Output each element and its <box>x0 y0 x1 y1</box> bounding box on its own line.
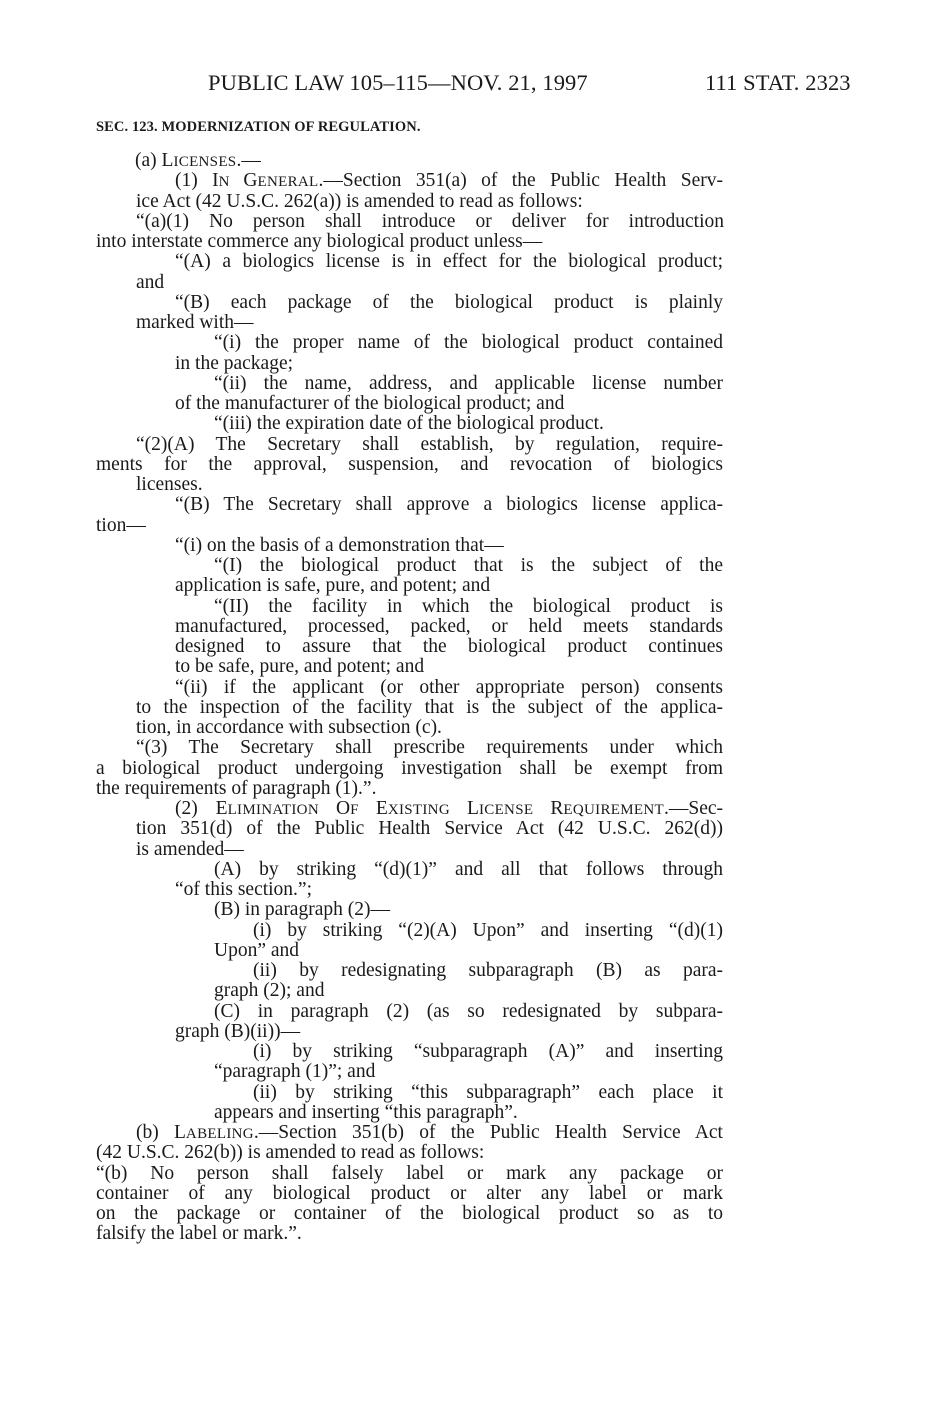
text-line: “(B) each package of the biological product is plainly <box>175 291 723 313</box>
text-line: graph (B)(ii))— <box>175 1020 301 1042</box>
text-line: is amended— <box>136 838 244 860</box>
text-line: to the inspection of the facility that is the subject of the applica- <box>136 696 723 718</box>
text-line: “(A) a biologics license is in effect for the biological product; <box>175 251 723 273</box>
text-line: manufactured, processed, packed, or held meets standards <box>175 615 723 637</box>
running-header-law-date: PUBLIC LAW 105–115—NOV. 21, 1997 <box>208 70 588 95</box>
text-line: “(b) No person shall falsely label or mark any package or <box>96 1162 723 1184</box>
text-line: (A) by striking “(d)(1)” and all that follows through <box>214 858 723 880</box>
text-line: graph (2); and <box>214 980 325 1002</box>
text-line: “of this section.”; <box>175 879 313 900</box>
text-line: “(ii) if the applicant (or other appropriate person) consents <box>175 676 723 698</box>
text-line: “(i) the proper name of the biological product contained <box>214 332 723 354</box>
text-line: of the manufacturer of the biological product; and <box>175 393 565 414</box>
text-line: Upon” and <box>214 939 300 961</box>
text-line: (ii) by striking “this subparagraph” each place it <box>253 1081 723 1103</box>
text-line: on the package or container of the biological product so as to <box>96 1203 723 1224</box>
text-line: tion, in accordance with subsection (c). <box>136 717 442 738</box>
text-line: (42 U.S.C. 262(b)) is amended to read as follows: <box>96 1142 485 1164</box>
text-line: “(I) the biological product that is the subject of the <box>214 555 723 576</box>
text-line: (2) ELIMINATION OF EXISTING LICENSE REQUIREMENT.—Sec- <box>175 798 723 819</box>
text-line: “(a)(1) No person shall introduce or deliver for introduction <box>136 210 724 232</box>
text-line: “(iii) the expiration date of the biological product. <box>214 413 604 435</box>
text-line: “(II) the facility in which the biological product is <box>214 595 723 617</box>
text-line: ice Act (42 U.S.C. 262(a)) is amended to read as follows: <box>136 190 583 212</box>
text-line: to be safe, pure, and potent; and <box>175 656 425 678</box>
text-line: (i) by striking “(2)(A) Upon” and inserting “(d)(1) <box>253 919 723 941</box>
text-line: tion— <box>96 514 146 536</box>
text-line: container of any biological product or alter any label or mark <box>96 1182 723 1204</box>
text-line: (a) LICENSES.— <box>135 150 261 171</box>
text-line: “(i) on the basis of a demonstration that— <box>175 534 504 556</box>
text-line: “(2)(A) The Secretary shall establish, by regulation, require- <box>136 433 723 455</box>
section-heading: SEC. 123. MODERNIZATION OF REGULATION. <box>96 119 421 135</box>
text-line: (ii) by redesignating subparagraph (B) as para- <box>253 960 723 981</box>
text-line: “paragraph (1)”; and <box>214 1061 376 1083</box>
text-line: ments for the approval, suspension, and revocation of biologics <box>96 453 723 475</box>
text-line: (B) in paragraph (2)— <box>214 899 390 921</box>
text-line: “(B) The Secretary shall approve a biologics license applica- <box>175 494 723 516</box>
text-line: into interstate commerce any biological product unless— <box>96 231 543 252</box>
text-line: marked with— <box>136 312 254 333</box>
text-line: (C) in paragraph (2) (as so redesignated by subpara- <box>214 1000 723 1022</box>
text-line: “(3) The Secretary shall prescribe requirements under which <box>136 737 723 759</box>
text-line: designed to assure that the biological product continues <box>175 636 723 657</box>
text-line: appears and inserting “this paragraph”. <box>214 1101 518 1123</box>
text-line: (b) LABELING.—Section 351(b) of the Public Health Service Act <box>136 1122 723 1143</box>
running-header-stat-page: 111 STAT. 2323 <box>705 70 851 95</box>
text-line: in the package; <box>175 352 294 374</box>
text-line: licenses. <box>136 474 203 495</box>
text-line: and <box>136 271 165 293</box>
text-line: a biological product undergoing investigation shall be exempt from <box>96 757 723 779</box>
text-line: falsify the label or mark.”. <box>96 1223 302 1245</box>
text-line: tion 351(d) of the Public Health Service Act (42 U.S.C. 262(d)) <box>136 818 723 840</box>
text-line: the requirements of paragraph (1).”. <box>96 777 377 799</box>
text-line: (i) by striking “subparagraph (A)” and inserting <box>253 1041 723 1062</box>
text-line: application is safe, pure, and potent; and <box>175 575 491 597</box>
text-line: “(ii) the name, address, and applicable license number <box>214 372 723 394</box>
text-line: (1) IN GENERAL.—Section 351(a) of the Public Health Serv- <box>175 170 723 192</box>
